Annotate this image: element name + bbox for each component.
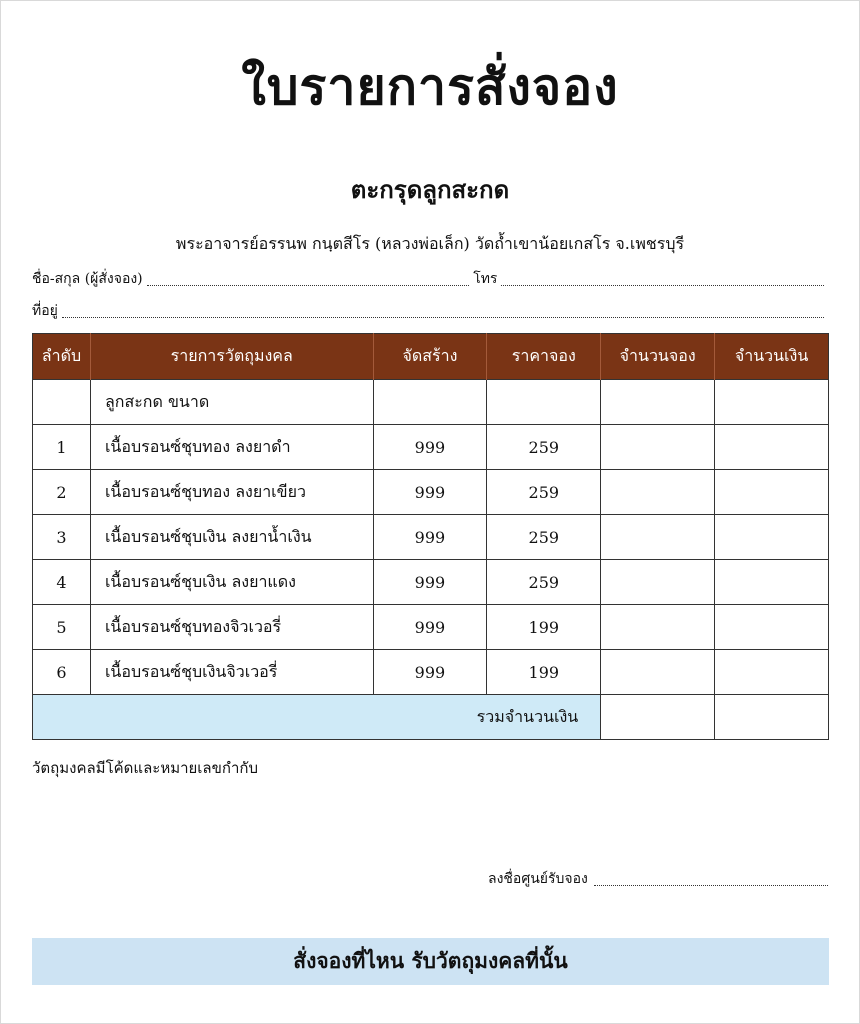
table-header-row bbox=[33, 334, 829, 380]
monk-line: พระอาจารย์อรรนพ กนฺตสีโร (หลวงพ่อเล็ก) วัดถ้ำเขาน้อยเกสโร จ.เพชรบุรี bbox=[175, 234, 685, 253]
total-quantity-input[interactable] bbox=[601, 695, 715, 740]
header-no: ลำดับ bbox=[33, 334, 91, 380]
row-price: 199 bbox=[487, 650, 601, 695]
row-price: 259 bbox=[487, 515, 601, 560]
header-amount: จำนวนเงิน bbox=[715, 334, 829, 380]
row-amount-input[interactable] bbox=[715, 425, 829, 470]
signature-label: ลงชื่อศูนย์รับจอง bbox=[488, 871, 588, 887]
row-amount-input[interactable] bbox=[715, 470, 829, 515]
row-no: 4 bbox=[33, 560, 91, 605]
row-price: 259 bbox=[487, 560, 601, 605]
row-no: 2 bbox=[33, 470, 91, 515]
group-amount-cell bbox=[715, 380, 829, 425]
row-no: 6 bbox=[33, 650, 91, 695]
row-amount-input[interactable] bbox=[715, 560, 829, 605]
row-item: เนื้อบรอนซ์ชุบทอง ลงยาดำ bbox=[90, 425, 373, 470]
row-quantity-input[interactable] bbox=[601, 425, 715, 470]
header-made: จัดสร้าง bbox=[373, 334, 487, 380]
row-quantity-input[interactable] bbox=[601, 605, 715, 650]
signature-row bbox=[488, 868, 828, 890]
signature-field[interactable] bbox=[594, 884, 828, 886]
name-phone-row bbox=[32, 268, 828, 290]
row-quantity-input[interactable] bbox=[601, 515, 715, 560]
page-subtitle: ตะกรุดลูกสะกด bbox=[350, 175, 510, 204]
address-row bbox=[32, 300, 828, 322]
phone-label: โทร bbox=[473, 271, 498, 287]
group-made-cell bbox=[373, 380, 487, 425]
table-row bbox=[33, 470, 829, 515]
table-row bbox=[33, 605, 829, 650]
row-made: 999 bbox=[373, 605, 487, 650]
header-price: ราคาจอง bbox=[487, 334, 601, 380]
row-item: เนื้อบรอนซ์ชุบเงินจิวเวอรี่ bbox=[90, 650, 373, 695]
address-label: ที่อยู่ bbox=[32, 303, 58, 319]
row-no: 3 bbox=[33, 515, 91, 560]
name-label: ชื่อ-สกุล (ผู้สั่งจอง) bbox=[32, 271, 143, 287]
row-item: เนื้อบรอนซ์ชุบทอง ลงยาเขียว bbox=[90, 470, 373, 515]
table-row bbox=[33, 515, 829, 560]
row-made: 999 bbox=[373, 470, 487, 515]
address-field[interactable] bbox=[62, 316, 824, 318]
row-made: 999 bbox=[373, 650, 487, 695]
row-made: 999 bbox=[373, 560, 487, 605]
page-title: ใบรายการสั่งจอง bbox=[241, 57, 619, 116]
group-qty-cell bbox=[601, 380, 715, 425]
row-no: 5 bbox=[33, 605, 91, 650]
row-quantity-input[interactable] bbox=[601, 560, 715, 605]
row-price: 259 bbox=[487, 470, 601, 515]
row-amount-input[interactable] bbox=[715, 605, 829, 650]
row-quantity-input[interactable] bbox=[601, 650, 715, 695]
total-label: รวมจำนวนเงิน bbox=[33, 695, 601, 740]
table-row bbox=[33, 650, 829, 695]
table-row bbox=[33, 560, 829, 605]
header-quantity: จำนวนจอง bbox=[601, 334, 715, 380]
row-quantity-input[interactable] bbox=[601, 470, 715, 515]
group-label: ลูกสะกด ขนาด bbox=[90, 380, 373, 425]
table-row bbox=[33, 425, 829, 470]
total-row bbox=[33, 695, 829, 740]
row-made: 999 bbox=[373, 425, 487, 470]
row-amount-input[interactable] bbox=[715, 515, 829, 560]
name-field[interactable] bbox=[147, 284, 470, 286]
group-price-cell bbox=[487, 380, 601, 425]
order-table bbox=[32, 333, 829, 740]
row-made: 999 bbox=[373, 515, 487, 560]
footer-banner-text: สั่งจองที่ไหน รับวัตถุมงคลที่นั้น bbox=[293, 948, 568, 973]
total-amount-input[interactable] bbox=[715, 695, 829, 740]
row-price: 259 bbox=[487, 425, 601, 470]
group-no-cell bbox=[33, 380, 91, 425]
code-note: วัตถุมงคลมีโค้ดและหมายเลขกำกับ bbox=[32, 759, 258, 777]
row-no: 1 bbox=[33, 425, 91, 470]
footer-banner bbox=[32, 938, 829, 985]
row-item: เนื้อบรอนซ์ชุบทองจิวเวอรี่ bbox=[90, 605, 373, 650]
row-item: เนื้อบรอนซ์ชุบเงิน ลงยาแดง bbox=[90, 560, 373, 605]
header-item: รายการวัตถุมงคล bbox=[90, 334, 373, 380]
row-amount-input[interactable] bbox=[715, 650, 829, 695]
row-price: 199 bbox=[487, 605, 601, 650]
row-item: เนื้อบรอนซ์ชุบเงิน ลงยาน้ำเงิน bbox=[90, 515, 373, 560]
phone-field[interactable] bbox=[501, 284, 824, 286]
group-row bbox=[33, 380, 829, 425]
